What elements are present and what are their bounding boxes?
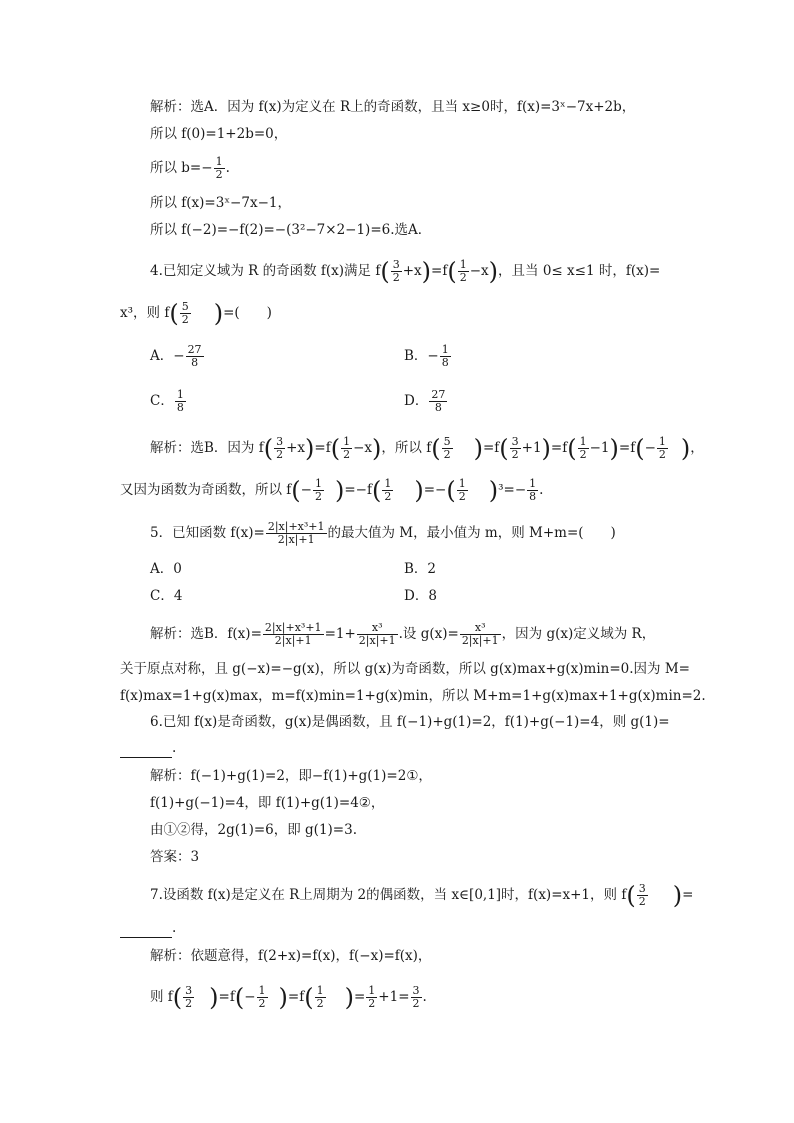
q4-option-a: A．− $\frac{27}{8}$ — [150, 343, 202, 369]
s3-line-3: 所以 b=− $\frac{1}{2}$ . — [150, 155, 230, 181]
q4-line-2: x³，则 f( $\frac{5}{2}$ )=( ) — [120, 299, 272, 328]
q4-option-d: D． $\frac{27}{8}$ — [404, 388, 446, 414]
q5-option-d: D．8 — [404, 588, 437, 604]
q6-answer-blank — [120, 743, 172, 758]
q4-solution-1: 解析：选B．因为 f( $\frac{3}{2}$ +x)=f( $\frac{1}{2}$ −x)，所以 f( $\frac{5}{2}$ )=f( $\frac{3}{2}$ +1)=f( $\frac{1}{2}$ −1)=f(− $\frac{1}{2}$ )， — [150, 434, 704, 463]
q6-line-1: 6.已知 f(x)是奇函数，g(x)是偶函数，且 f(−1)+g(1)=2，f(1)+g(−1)=4，则 g(1)= — [150, 714, 670, 730]
q6-solution-1: 解析：f(−1)+g(1)=2，即−f(1)+g(1)=2①， — [150, 768, 432, 784]
q5-option-b: B．2 — [404, 561, 437, 577]
q6-line-2: . — [120, 738, 176, 758]
q4-solution-2: 又因为函数为奇函数，所以 f(− $\frac{1}{2}$ )=−f( $\frac{1}{2}$ )=−( $\frac{1}{2}$ )³=− $\frac{1}{8}$ . — [120, 476, 544, 505]
q7-line-2: . — [120, 918, 176, 938]
q5-solution-1: 解析：选B．f(x)= $\frac{\text{2|x|+x³+1}}{2|x|+1}$ =1+ $\frac{\text{x³}}{2|x|+1}$ .设 g(x)= $\frac{\text{x³}}{2|x|+1}$ ，因为 g(x)定义域为 R， — [150, 621, 656, 647]
s3-line-5: 所以 f(−2)=−f(2)=−(3²−7×2−1)=6.选A． — [150, 222, 432, 238]
s3-line-4: 所以 f(x)=3ˣ−7x−1， — [150, 195, 291, 211]
q5-solution-2: 关于原点对称，且 g(−x)=−g(x)，所以 g(x)为奇函数，所以 g(x)max+g(x)min=0.因为 M= — [120, 661, 690, 677]
q7-solution-1: 解析：依题意得，f(2+x)=f(x)，f(−x)=f(x)， — [150, 948, 432, 964]
s3-line-2: 所以 f(0)=1+2b=0， — [150, 126, 288, 142]
q7-line-1: 7.设函数 f(x)是定义在 R上周期为 2的偶函数，当 x∈[0,1]时，f(x)=x+1，则 f( $\frac{3}{2}$ )= — [150, 881, 694, 910]
q7-solution-2: 则 f( $\frac{3}{2}$ )=f(− $\frac{1}{2}$ )=f( $\frac{1}{2}$ )= $\frac{1}{2}$ +1= $\frac{3}{2}$ . — [150, 983, 427, 1012]
q4-option-c: C． $\frac{1}{8}$ — [150, 388, 184, 414]
q4-line-1: 4.已知定义域为 R 的奇函数 f(x)满足 f( $\frac{3}{2}$ +x)=f( $\frac{1}{2}$ −x)，且当 0≤ x≤1 时，f(x)= — [150, 257, 661, 286]
q5-option-c: C．4 — [150, 588, 183, 604]
s3-line-1: 解析：选A．因为 f(x)为定义在 R上的奇函数，且当 x≥0时，f(x)=3ˣ−7x+2b， — [150, 99, 636, 115]
q5-solution-3: f(x)max=1+g(x)max，m=f(x)min=1+g(x)min，所以 M+m=1+g(x)max+1+g(x)min=2. — [120, 688, 706, 704]
q6-solution-2: f(1)+g(−1)=4，即 f(1)+g(1)=4②， — [150, 795, 385, 811]
q5-line-1: 5．已知函数 f(x)= $\frac{\text{2|x|+x³+1}}{2|x|+1}$ 的最大值为 M，最小值为 m，则 M+m=( ) — [150, 520, 616, 546]
q7-answer-blank — [120, 923, 172, 938]
q6-answer: 答案：3 — [150, 849, 200, 865]
q4-option-b: B．− $\frac{1}{8}$ — [404, 343, 449, 369]
q6-solution-3: 由①②得，2g(1)=6，即 g(1)=3. — [150, 822, 358, 838]
q5-option-a: A．0 — [150, 561, 182, 577]
